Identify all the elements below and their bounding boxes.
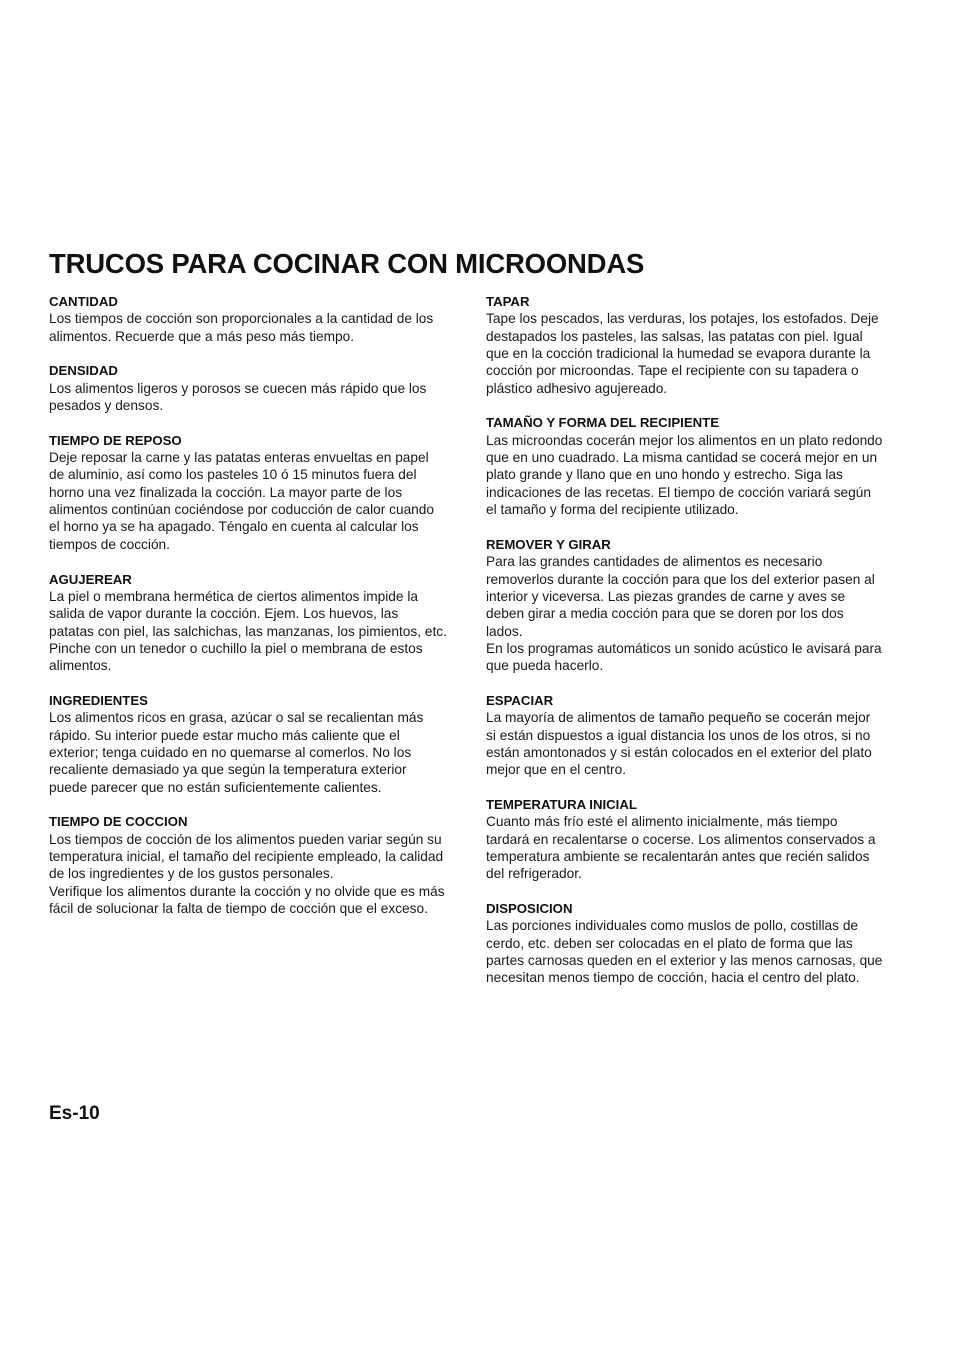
body-line: destapados los pasteles, las salsas, las patatas con piel. Igual bbox=[486, 328, 863, 344]
section-tapar bbox=[486, 293, 910, 397]
body-line: temperatura ambiente se recalentarán antes que recién salidos bbox=[486, 849, 870, 864]
section-body bbox=[486, 709, 910, 778]
section-disposicion bbox=[486, 900, 910, 987]
body-line: temperatura inicial, el tamaño del recipiente empleado, la calidad bbox=[49, 849, 444, 864]
body-line: Las porciones individuales como muslos de pollo, costillas de bbox=[486, 918, 859, 934]
body-line: En los programas automáticos un sonido acústico le avisará para bbox=[486, 640, 882, 656]
section-heading: REMOVER Y GIRAR bbox=[486, 536, 611, 552]
section-ingredientes bbox=[49, 692, 473, 796]
body-line: Los alimentos ligeros y porosos se cuecen más rápido que los bbox=[49, 380, 427, 396]
section-remover-y-girar bbox=[486, 536, 910, 675]
body-line: lados. bbox=[486, 623, 523, 639]
body-line: alimentos. bbox=[49, 658, 112, 674]
body-line: Verifique los alimentos durante la cocción y no olvide que es más bbox=[49, 883, 445, 899]
section-densidad bbox=[49, 362, 473, 414]
section-agujerear bbox=[49, 571, 473, 675]
body-line: Para las grandes cantidades de alimentos es necesario bbox=[486, 554, 823, 570]
section-body bbox=[49, 709, 473, 796]
body-line: exterior; tenga cuidado en no quemarse al comerlos. No los bbox=[49, 744, 412, 760]
body-line: La piel o membrana hermética de ciertos alimentos impide la bbox=[49, 588, 418, 604]
body-line: Los tiempos de cocción son proporcionales a la cantidad de los bbox=[49, 311, 434, 327]
body-line: tardará en recalentarse o cocerse. Los alimentos conservados a bbox=[486, 831, 876, 847]
right-column bbox=[486, 293, 910, 1004]
body-line: Deje reposar la carne y las patatas enteras envueltas en papel bbox=[49, 450, 429, 466]
body-line: interior y viceversa. Las piezas grandes de carne y aves se bbox=[486, 588, 846, 604]
body-line: de los ingredientes y de los gustos personales. bbox=[49, 866, 334, 882]
page-title: TRUCOS PARA COCINAR CON MICROONDAS bbox=[49, 248, 645, 279]
section-heading: INGREDIENTES bbox=[49, 692, 148, 708]
body-line: que pueda hacerlo. bbox=[486, 658, 604, 674]
page-number: Es-10 bbox=[49, 1103, 100, 1124]
body-line: Cuanto más frío esté el alimento inicialmente, más tiempo bbox=[486, 814, 838, 830]
body-line: plato grande y llano que en uno hondo y estrecho. Siga las bbox=[486, 467, 843, 483]
section-temperatura-inicial bbox=[486, 796, 910, 883]
body-line: horno una vez finalizada la cocción. La mayor parte de los bbox=[49, 484, 403, 500]
body-line: puede parecer que no están suficientemente calientes. bbox=[49, 779, 382, 795]
section-body bbox=[486, 310, 910, 397]
body-line: partes carnosas queden en el exterior y las menos carnosas, que bbox=[486, 953, 883, 969]
body-line: del refrigerador. bbox=[486, 866, 582, 882]
body-line: cocción por microondas. Tape el recipiente con su tapadera o bbox=[486, 363, 859, 379]
section-body bbox=[49, 310, 473, 345]
body-line: que en uno cuadrado. La misma cantidad se cocerá mejor en un bbox=[486, 450, 878, 466]
section-heading: TAMAÑO Y FORMA DEL RECIPIENTE bbox=[486, 415, 719, 431]
body-line: plástico adhesivo agujereado. bbox=[486, 380, 668, 396]
section-body bbox=[49, 449, 473, 553]
section-heading: TAPAR bbox=[486, 294, 530, 309]
body-line: que en la cocción tradicional la humedad se evapora durante la bbox=[486, 346, 871, 362]
body-line: mejor que en el centro. bbox=[486, 762, 626, 778]
body-line: Los tiempos de cocción de los alimentos pueden variar según su bbox=[49, 831, 442, 847]
body-line: removerlos durante la cocción para que los del exterior pasen al bbox=[486, 571, 875, 587]
body-line: rápido. Su interior puede estar mucho más caliente que el bbox=[49, 727, 400, 743]
section-body bbox=[49, 831, 473, 918]
section-body bbox=[486, 917, 910, 986]
body-line: pesados y densos. bbox=[49, 398, 164, 414]
body-line: recaliente demasiado ya que según la temperatura exterior bbox=[49, 762, 407, 778]
body-line: de aluminio, así como los pasteles 10 ó 15 minutos fuera del bbox=[49, 467, 417, 483]
section-heading: AGUJEREAR bbox=[49, 571, 132, 587]
body-line: Las microondas cocerán mejor los alimentos en un plato redondo bbox=[486, 432, 883, 448]
body-line: alimentos. Recuerde que a más peso más tiempo. bbox=[49, 328, 355, 344]
body-line: salida de vapor durante la cocción. Ejem. Los huevos, las bbox=[49, 606, 399, 622]
section-body bbox=[49, 380, 473, 415]
body-line: el tamaño y forma del recipiente utilizado. bbox=[486, 502, 739, 518]
body-line: La mayoría de alimentos de tamaño pequeño se cocerán mejor bbox=[486, 710, 871, 726]
section-heading: CANTIDAD bbox=[49, 294, 118, 309]
body-line: tiempos de cocción. bbox=[49, 536, 170, 552]
body-line: el horno ya se ha apagado. Téngalo en cuenta al calcular los bbox=[49, 519, 419, 535]
section-heading: DISPOSICION bbox=[486, 901, 573, 917]
section-heading: TIEMPO DE COCCION bbox=[49, 814, 188, 830]
body-line: deben girar a media cocción para que se doren por los dos bbox=[486, 606, 844, 622]
section-espaciar bbox=[486, 692, 910, 779]
section-heading: TEMPERATURA INICIAL bbox=[486, 796, 637, 812]
body-line: Tape los pescados, las verduras, los potajes, los estofados. Deje bbox=[486, 311, 879, 327]
section-body bbox=[486, 432, 910, 519]
body-line: fácil de solucionar la falta de tiempo de cocción que el exceso. bbox=[49, 901, 428, 917]
body-line: Pinche con un tenedor o cuchillo la piel o membrana de estos bbox=[49, 640, 423, 656]
section-body bbox=[486, 813, 910, 882]
body-line: alimentos continúan cociéndose por coducción de calor cuando bbox=[49, 502, 435, 518]
body-line: están amontonados y si están colocados en el exterior del plato bbox=[486, 744, 872, 760]
section-heading: ESPACIAR bbox=[486, 692, 554, 708]
body-line: patatas con piel, las salchichas, las manzanas, los pimientos, etc. bbox=[49, 623, 447, 639]
section-body bbox=[49, 588, 473, 675]
body-line: si están dispuestos a igual distancia los unos de los otros, si no bbox=[486, 727, 871, 743]
body-line: Los alimentos ricos en grasa, azúcar o sal se recalientan más bbox=[49, 710, 424, 726]
body-line: necesitan menos tiempo de cocción, hacia el centro del plato. bbox=[486, 970, 860, 986]
section-tamaño-y-forma-del-recipiente bbox=[486, 414, 910, 518]
section-tiempo-de-coccion bbox=[49, 813, 473, 917]
body-line: cerdo, etc. deben ser colocadas en el plato de forma que las bbox=[486, 935, 853, 951]
left-column bbox=[49, 293, 473, 935]
section-body bbox=[486, 553, 910, 674]
section-heading: TIEMPO DE REPOSO bbox=[49, 432, 182, 448]
section-cantidad bbox=[49, 293, 473, 345]
section-heading: DENSIDAD bbox=[49, 363, 118, 379]
section-tiempo-de-reposo bbox=[49, 432, 473, 553]
body-line: indicaciones de las recetas. El tiempo de cocción variará según bbox=[486, 484, 871, 500]
